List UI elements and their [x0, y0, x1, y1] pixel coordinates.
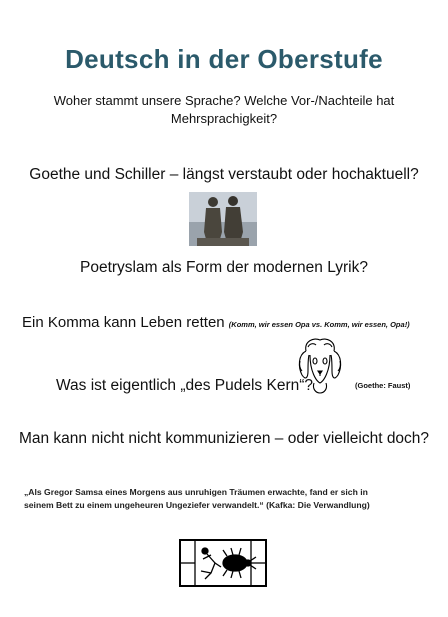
goethe-schiller-question: Goethe und Schiller – längst verstaubt oder hochaktuell? — [29, 166, 419, 183]
komma-text: Ein Komma kann Leben retten — [22, 314, 225, 331]
kommunizieren-line: Man kann nicht nicht kommunizieren – oder vielleicht doch? — [18, 430, 430, 447]
page-title: Deutsch in der Oberstufe — [65, 44, 383, 74]
kafka-quote-line-1: „Als Gregor Samsa eines Morgens aus unruhigen Träumen erwachte, fand er sich in — [24, 487, 368, 497]
subtitle-line-2: Mehrsprachigkeit? — [170, 111, 278, 126]
beetle-icon — [181, 541, 265, 585]
pudel-source: (Goethe: Faust) — [355, 381, 411, 390]
kafka-quote-line-2: seinem Bett zu einem ungeheuren Ungeziefer verwandelt.“ (Kafka: Die Verwandlung) — [24, 500, 370, 510]
poetryslam-line: Poetryslam als Form der modernen Lyrik? — [80, 259, 368, 276]
subtitle — [0, 92, 448, 128]
kafka-illustration — [179, 539, 267, 587]
subtitle-line-1: Woher stammt unsere Sprache? Welche Vor-/Nachteile hat — [53, 93, 395, 108]
komma-line — [22, 314, 410, 331]
pudel-question: Was ist eigentlich „des Pudels Kern“? — [56, 377, 314, 394]
goethe-schiller-statue-image — [189, 192, 257, 246]
statue-icon — [189, 192, 257, 246]
kafka-quote — [24, 486, 424, 512]
komma-note: (Komm, wir essen Opa vs. Komm, wir essen, Opa!) — [228, 320, 410, 329]
